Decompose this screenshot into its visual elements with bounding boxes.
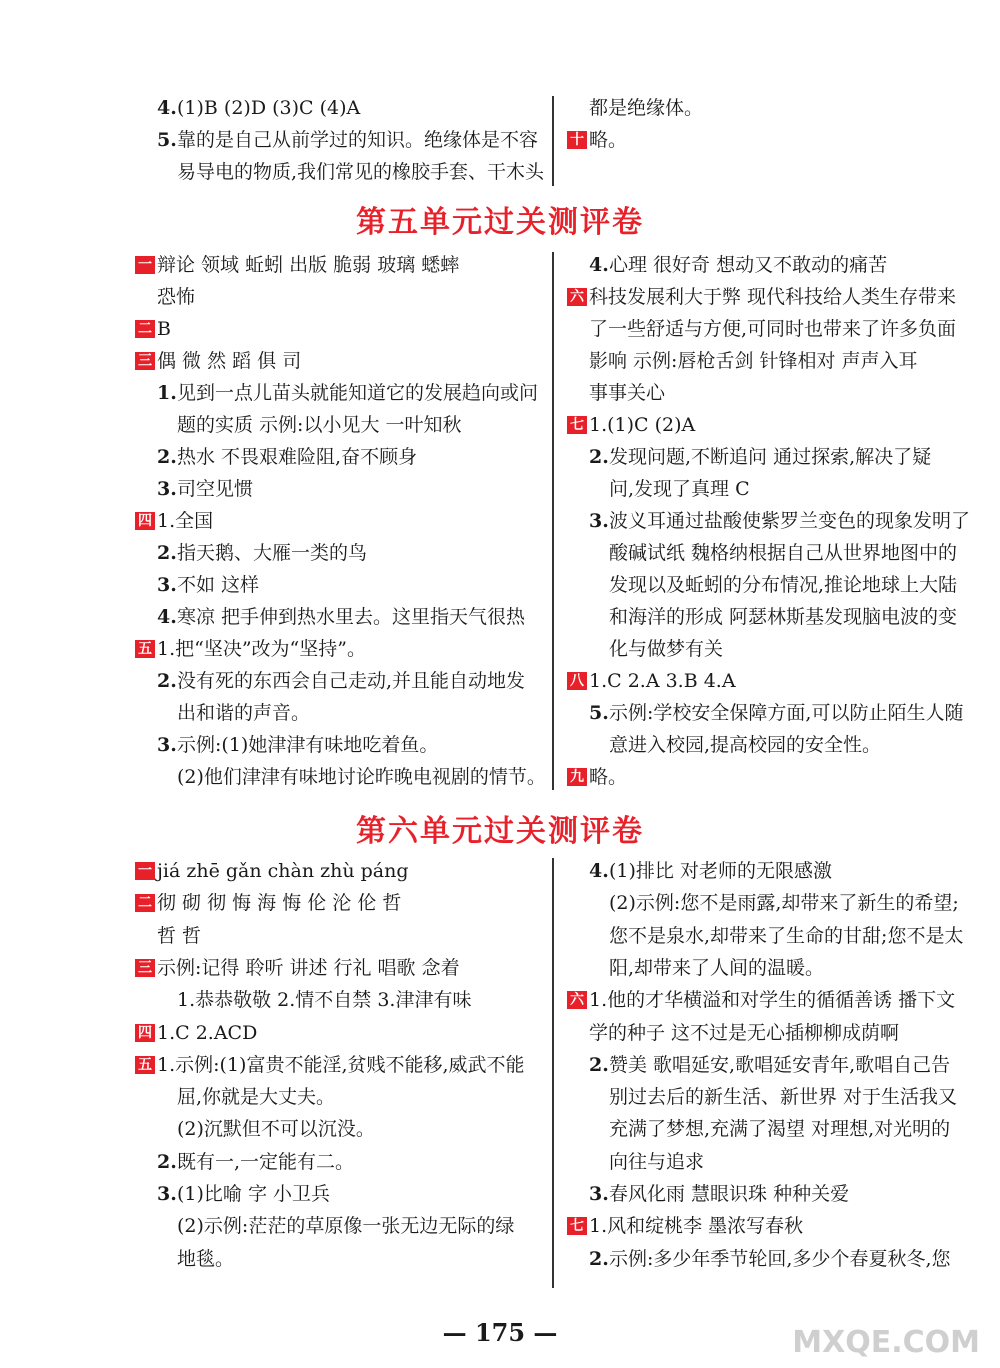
item-number: 3. bbox=[157, 1183, 177, 1205]
answer-line: (2)他们津津有味地讨论昨晚电视剧的情节。 bbox=[177, 766, 546, 788]
answer-line: 偶 微 然 蹈 俱 司 bbox=[157, 350, 302, 372]
answer-line: B bbox=[157, 318, 171, 340]
answer-line: jiá zhē gǎn chàn zhù páng bbox=[157, 860, 409, 882]
section-badge: 一 bbox=[135, 256, 155, 274]
answer-line: (1)排比 对老师的无限感激 bbox=[609, 860, 832, 882]
answer-line: 指天鹅、大雁一类的鸟 bbox=[177, 542, 368, 564]
answer-line: (2)沉默但不可以沉没。 bbox=[177, 1118, 375, 1141]
section-badge: 三 bbox=[135, 352, 155, 370]
section-badge: 六 bbox=[567, 288, 587, 306]
answer-line: 既有一,一定能有二。 bbox=[177, 1150, 355, 1173]
answer-line: 波义耳通过盐酸使紫罗兰变色的现象发明了 bbox=[609, 510, 971, 532]
answer-line: 示例:记得 聆听 讲述 行礼 唱歌 念着 bbox=[157, 956, 460, 979]
answer-line: 科技发展利大于弊 现代科技给人类生存带来 bbox=[589, 286, 957, 308]
item-number: 4. bbox=[157, 97, 177, 119]
answer-line: 见到一点儿苗头就能知道它的发展趋向或问 bbox=[177, 382, 539, 404]
section-badge: 五 bbox=[135, 1056, 155, 1074]
answer-line: 都是绝缘体。 bbox=[589, 97, 704, 119]
answer-line: 充满了梦想,充满了渴望 对理想,对光明的 bbox=[609, 1118, 951, 1141]
answer-line: 别过去后的新生活、新世界 对于生活我又 bbox=[609, 1086, 958, 1109]
answer-line: 司空见惯 bbox=[177, 478, 254, 500]
answer-line: 阳,却带来了人间的温暖。 bbox=[609, 956, 825, 979]
answer-line: 没有死的东西会自己走动,并且能自动地发 bbox=[177, 670, 526, 692]
section-badge: 六 bbox=[567, 991, 587, 1009]
section-badge: 七 bbox=[567, 1217, 587, 1235]
answer-line: 1.把“坚决”改为“坚持”。 bbox=[157, 638, 366, 660]
item-number: 4. bbox=[589, 254, 609, 276]
section-badge: 八 bbox=[567, 672, 587, 690]
answer-line: 题的实质 示例:以小见大 一叶知秋 bbox=[177, 414, 462, 436]
answer-line: 易导电的物质,我们常见的橡胶手套、干木头 bbox=[177, 161, 545, 183]
answer-line: (2)示例:茫茫的草原像一张无边无际的绿 bbox=[177, 1215, 515, 1238]
answer-line: 彻 砌 彻 悔 海 悔 伦 沦 伦 哲 bbox=[157, 892, 402, 915]
item-number: 1. bbox=[157, 382, 177, 404]
answer-line: 事事关心 bbox=[589, 382, 666, 404]
item-number: 2. bbox=[589, 1053, 609, 1076]
item-number: 3. bbox=[157, 734, 177, 756]
item-number: 3. bbox=[589, 510, 609, 532]
answer-line: 恐怖 bbox=[157, 286, 196, 308]
section-badge: 九 bbox=[567, 768, 587, 786]
answer-line: 1.(1)C (2)A bbox=[589, 414, 696, 436]
answer-line: (2)示例:您不是雨露,却带来了新生的希望; bbox=[609, 892, 959, 915]
item-number: 4. bbox=[157, 606, 177, 628]
page-number: — 175 — bbox=[442, 1318, 558, 1347]
answer-line: 1.风和绽桃李 墨浓写春秋 bbox=[589, 1215, 804, 1238]
section-badge: 五 bbox=[135, 640, 155, 658]
answer-line: 意进入校园,提高校园的安全性。 bbox=[609, 734, 882, 756]
answer-line: 寒凉 把手伸到热水里去。这里指天气很热 bbox=[177, 606, 526, 628]
item-number: 2. bbox=[157, 1150, 177, 1173]
answer-line: 略。 bbox=[589, 766, 628, 788]
section-badge: 七 bbox=[567, 416, 587, 434]
item-number: 2. bbox=[157, 446, 177, 468]
answer-line: 示例:学校安全保障方面,可以防止陌生人随 bbox=[609, 702, 964, 724]
item-number: 2. bbox=[589, 446, 609, 468]
answer-line: 影响 示例:唇枪舌剑 针锋相对 声声入耳 bbox=[589, 350, 918, 372]
answer-line: 1.示例:(1)富贵不能淫,贫贱不能移,威武不能 bbox=[157, 1053, 525, 1076]
answer-line: 出和谐的声音。 bbox=[177, 702, 311, 724]
answer-line: 1.他的才华横溢和对学生的循循善诱 播下文 bbox=[589, 989, 956, 1012]
answer-line: 不如 这样 bbox=[177, 574, 260, 596]
item-number: 2. bbox=[157, 670, 177, 692]
section-badge: 四 bbox=[135, 512, 155, 530]
section-badge: 一 bbox=[135, 862, 155, 880]
answer-line: 问,发现了真理 C bbox=[609, 478, 750, 500]
answer-line: 心理 很好奇 想动又不敢动的痛苦 bbox=[609, 254, 888, 276]
answer-line: 屈,你就是大丈夫。 bbox=[177, 1086, 336, 1109]
item-number: 3. bbox=[157, 478, 177, 500]
answer-line: 发现以及蚯蚓的分布情况,推论地球上大陆 bbox=[609, 574, 958, 596]
column-divider-unit5 bbox=[552, 252, 554, 790]
item-number: 3. bbox=[589, 1183, 609, 1205]
answer-line: 您不是泉水,却带来了生命的甘甜;您不是太 bbox=[609, 924, 964, 947]
item-number: 2. bbox=[589, 1247, 609, 1270]
answer-line: 地毯。 bbox=[177, 1247, 235, 1270]
section-badge: 二 bbox=[135, 320, 155, 338]
item-number: 5. bbox=[157, 129, 177, 151]
answer-line: 赞美 歌唱延安,歌唱延安青年,歌唱自己告 bbox=[609, 1053, 951, 1076]
answer-line: 春风化雨 慧眼识珠 种种关爱 bbox=[609, 1183, 850, 1205]
answer-line: 了一些舒适与方便,可同时也带来了许多负面 bbox=[589, 318, 957, 340]
item-number: 5. bbox=[589, 702, 609, 724]
item-number: 4. bbox=[589, 860, 609, 882]
answer-line: 化与做梦有关 bbox=[609, 638, 724, 660]
section-badge: 三 bbox=[135, 959, 155, 977]
answer-line: 略。 bbox=[589, 129, 628, 151]
answer-line: 学的种子 这不过是无心插柳柳成荫啊 bbox=[589, 1021, 900, 1044]
answer-line: 1.全国 bbox=[157, 510, 214, 532]
answer-line: 靠的是自己从前学过的知识。绝缘体是不容 bbox=[177, 129, 539, 151]
answer-line: 示例:多少年季节轮回,多少个春夏秋冬,您 bbox=[609, 1247, 951, 1270]
answer-line: 发现问题,不断追问 通过探索,解决了疑 bbox=[609, 446, 932, 468]
answer-line: 和海洋的形成 阿瑟林斯基发现脑电波的变 bbox=[609, 606, 958, 628]
unit6-title: 第六单元过关测评卷 bbox=[356, 814, 644, 849]
answer-line: 向往与追求 bbox=[609, 1150, 705, 1173]
answer-line: 辩论 领域 蚯蚓 出版 脆弱 玻璃 蟋蟀 bbox=[157, 254, 460, 276]
answer-line: 1.C 2.A 3.B 4.A bbox=[589, 670, 736, 692]
unit5-title: 第五单元过关测评卷 bbox=[356, 205, 644, 240]
section-badge: 十 bbox=[567, 131, 587, 149]
section-badge: 四 bbox=[135, 1024, 155, 1042]
answer-line: 1.C 2.ACD bbox=[157, 1021, 258, 1044]
watermark: MXQE.COM bbox=[792, 1325, 980, 1360]
answer-line: (1)B (2)D (3)C (4)A bbox=[177, 97, 361, 119]
column-divider-unit6 bbox=[552, 858, 554, 1288]
section-badge: 二 bbox=[135, 894, 155, 912]
answer-line: 酸碱试纸 魏格纳根据自己从世界地图中的 bbox=[609, 542, 958, 564]
answer-line: 哲 哲 bbox=[157, 924, 202, 947]
answer-line: 示例:(1)她津津有味地吃着鱼。 bbox=[177, 734, 439, 756]
answer-line: 1.恭恭敬敬 2.情不自禁 3.津津有味 bbox=[177, 989, 472, 1012]
answer-line: (1)比喻 字 小卫兵 bbox=[177, 1183, 330, 1205]
answer-line: 热水 不畏艰难险阻,奋不顾身 bbox=[177, 446, 418, 468]
item-number: 2. bbox=[157, 542, 177, 564]
column-divider-top bbox=[552, 96, 554, 186]
item-number: 3. bbox=[157, 574, 177, 596]
